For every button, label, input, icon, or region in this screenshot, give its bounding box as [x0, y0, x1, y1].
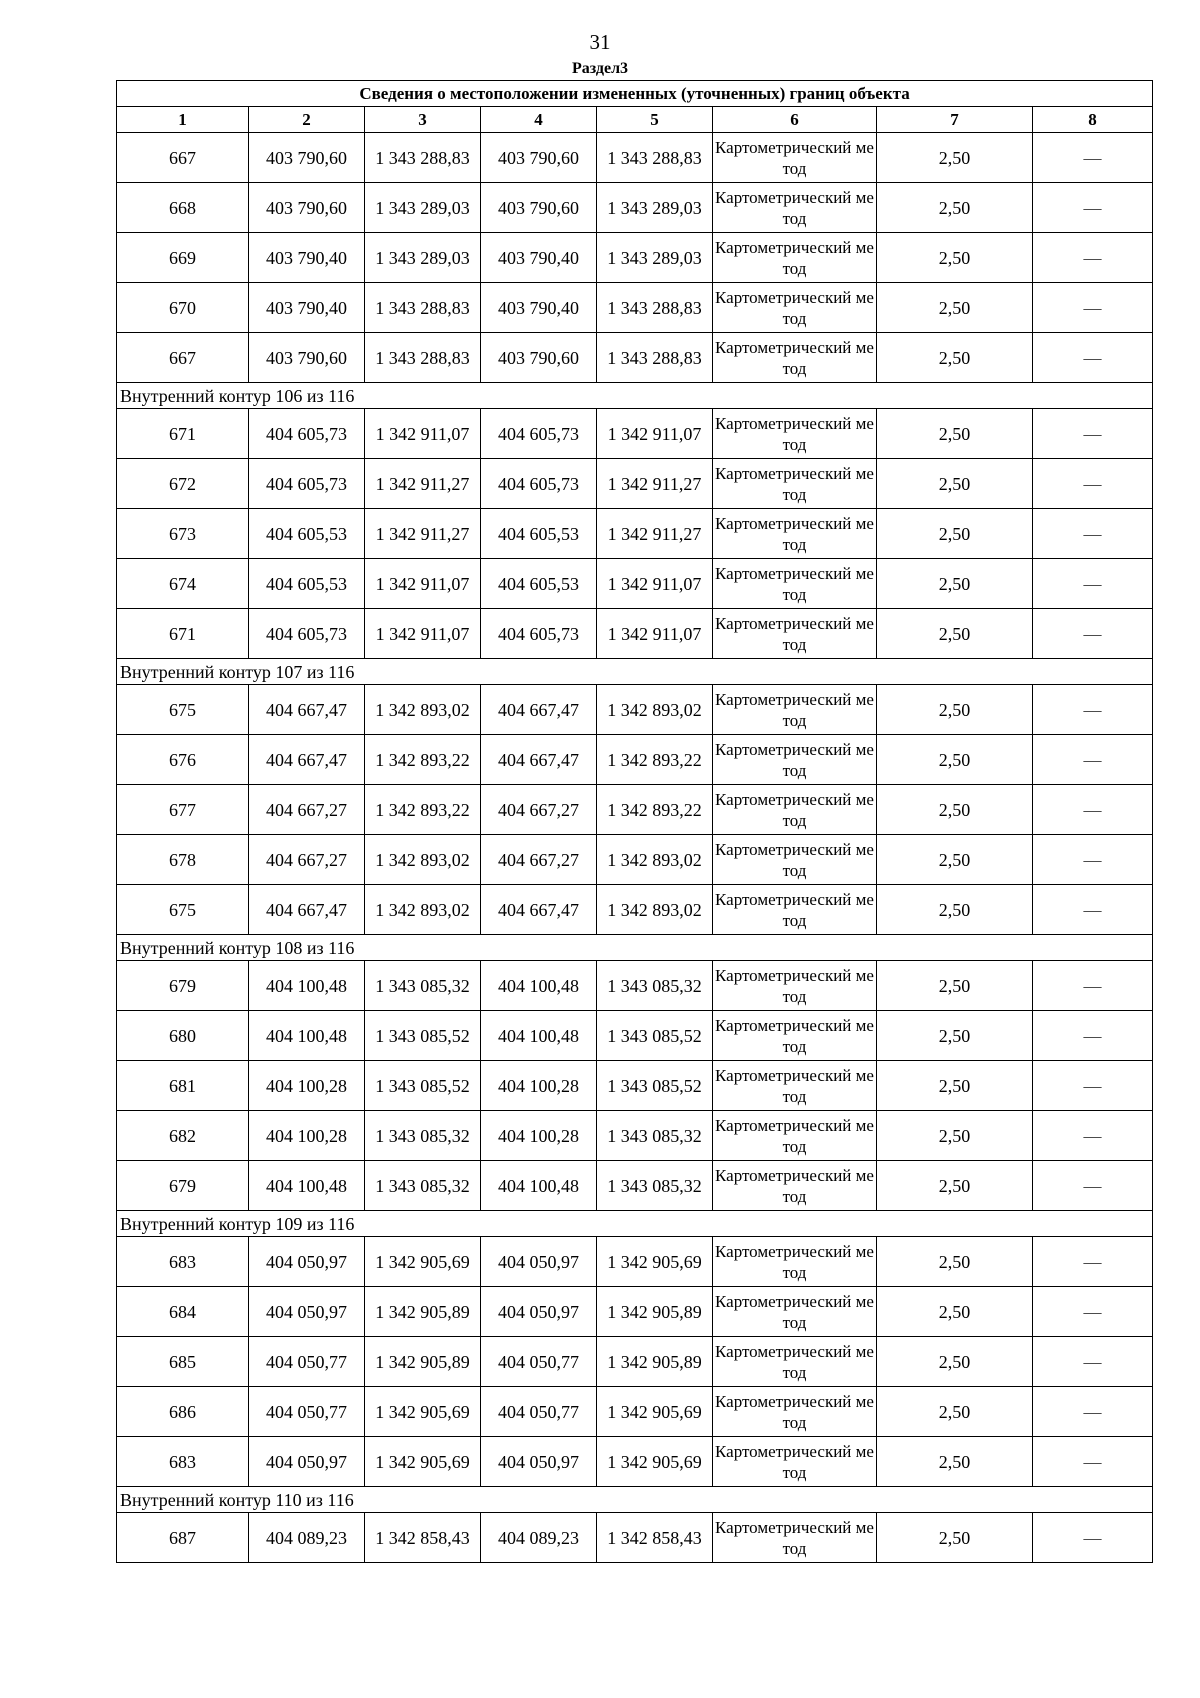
coord-x-new: 404 050,97 — [481, 1237, 597, 1287]
contour-heading-row — [117, 383, 1153, 409]
accuracy-cell: 2,50 — [877, 409, 1033, 459]
coord-x-existing: 404 667,47 — [249, 885, 365, 935]
page-number: 31 — [589, 30, 611, 54]
point-number: 668 — [117, 183, 249, 233]
coord-x-existing: 404 605,73 — [249, 409, 365, 459]
point-number: 683 — [117, 1237, 249, 1287]
coord-x-existing: 403 790,40 — [249, 283, 365, 333]
coord-x-new: 403 790,60 — [481, 183, 597, 233]
column-number: 7 — [877, 107, 1033, 133]
note-cell: — — [1033, 1513, 1153, 1563]
accuracy-cell: 2,50 — [877, 133, 1033, 183]
table-row — [117, 283, 1153, 333]
coord-y-existing: 1 342 893,22 — [365, 785, 481, 835]
table-row — [117, 1237, 1153, 1287]
coord-x-new: 404 050,97 — [481, 1287, 597, 1337]
coord-y-existing: 1 343 085,32 — [365, 961, 481, 1011]
note-cell: — — [1033, 333, 1153, 383]
coord-y-existing: 1 342 911,27 — [365, 459, 481, 509]
table-row — [117, 183, 1153, 233]
note-cell: — — [1033, 735, 1153, 785]
point-number: 676 — [117, 735, 249, 785]
table-row — [117, 685, 1153, 735]
point-number: 673 — [117, 509, 249, 559]
coord-x-new: 404 050,77 — [481, 1337, 597, 1387]
method-cell: Картометрический метод — [713, 1061, 877, 1111]
coord-y-existing: 1 342 893,02 — [365, 885, 481, 935]
point-number: 671 — [117, 609, 249, 659]
coord-x-existing: 404 605,53 — [249, 559, 365, 609]
note-cell: — — [1033, 685, 1153, 735]
method-cell: Картометрический метод — [713, 1337, 877, 1387]
coord-y-new: 1 342 893,22 — [597, 785, 713, 835]
point-number: 682 — [117, 1111, 249, 1161]
coord-x-existing: 403 790,40 — [249, 233, 365, 283]
coord-x-existing: 404 100,48 — [249, 1011, 365, 1061]
point-number: 667 — [117, 133, 249, 183]
table-row — [117, 459, 1153, 509]
table-row — [117, 1111, 1153, 1161]
coord-y-existing: 1 342 905,69 — [365, 1437, 481, 1487]
point-number: 678 — [117, 835, 249, 885]
coord-y-new: 1 343 085,32 — [597, 961, 713, 1011]
point-number: 680 — [117, 1011, 249, 1061]
coord-y-new: 1 342 893,02 — [597, 885, 713, 935]
accuracy-cell: 2,50 — [877, 333, 1033, 383]
coord-y-existing: 1 343 085,52 — [365, 1061, 481, 1111]
coord-x-existing: 404 667,27 — [249, 835, 365, 885]
point-number: 670 — [117, 283, 249, 333]
method-cell: Картометрический метод — [713, 1387, 877, 1437]
point-number: 675 — [117, 885, 249, 935]
contour-heading-row — [117, 935, 1153, 961]
note-cell: — — [1033, 1237, 1153, 1287]
coord-y-new: 1 343 288,83 — [597, 133, 713, 183]
accuracy-cell: 2,50 — [877, 1387, 1033, 1437]
method-cell: Картометрический метод — [713, 685, 877, 735]
coord-x-new: 403 790,40 — [481, 283, 597, 333]
note-cell: — — [1033, 961, 1153, 1011]
table-row — [117, 785, 1153, 835]
table-row — [117, 1387, 1153, 1437]
accuracy-cell: 2,50 — [877, 283, 1033, 333]
table-row — [117, 735, 1153, 785]
note-cell: — — [1033, 835, 1153, 885]
column-number-row — [117, 107, 1153, 133]
column-number: 3 — [365, 107, 481, 133]
coord-x-existing: 404 089,23 — [249, 1513, 365, 1563]
point-number: 679 — [117, 1161, 249, 1211]
coord-x-new: 403 790,40 — [481, 233, 597, 283]
accuracy-cell: 2,50 — [877, 1237, 1033, 1287]
contour-heading: Внутренний контур 108 из 116 — [117, 935, 1153, 961]
coord-y-existing: 1 343 288,83 — [365, 133, 481, 183]
accuracy-cell: 2,50 — [877, 459, 1033, 509]
point-number: 677 — [117, 785, 249, 835]
point-number: 669 — [117, 233, 249, 283]
coord-y-existing: 1 342 911,07 — [365, 609, 481, 659]
method-cell: Картометрический метод — [713, 1513, 877, 1563]
note-cell: — — [1033, 509, 1153, 559]
coord-x-existing: 404 605,53 — [249, 509, 365, 559]
note-cell: — — [1033, 609, 1153, 659]
coord-y-new: 1 343 288,83 — [597, 283, 713, 333]
table-row — [117, 885, 1153, 935]
coord-x-existing: 404 050,97 — [249, 1437, 365, 1487]
coord-x-existing: 403 790,60 — [249, 333, 365, 383]
method-cell: Картометрический метод — [713, 133, 877, 183]
coord-y-existing: 1 342 911,07 — [365, 409, 481, 459]
coord-x-new: 404 089,23 — [481, 1513, 597, 1563]
coord-x-existing: 404 667,47 — [249, 685, 365, 735]
coord-y-new: 1 342 905,89 — [597, 1287, 713, 1337]
accuracy-cell: 2,50 — [877, 1061, 1033, 1111]
coord-x-new: 404 605,73 — [481, 409, 597, 459]
coord-x-new: 403 790,60 — [481, 333, 597, 383]
coord-x-existing: 403 790,60 — [249, 183, 365, 233]
table-caption: Сведения о местоположении измененных (уточненных) границ объекта — [117, 81, 1153, 107]
coord-y-new: 1 343 085,32 — [597, 1111, 713, 1161]
coord-y-new: 1 342 905,69 — [597, 1387, 713, 1437]
method-cell: Картометрический метод — [713, 735, 877, 785]
accuracy-cell: 2,50 — [877, 961, 1033, 1011]
accuracy-cell: 2,50 — [877, 1161, 1033, 1211]
coord-y-new: 1 342 893,02 — [597, 835, 713, 885]
note-cell: — — [1033, 183, 1153, 233]
coord-x-new: 404 100,48 — [481, 1161, 597, 1211]
method-cell: Картометрический метод — [713, 333, 877, 383]
coord-y-new: 1 342 911,07 — [597, 609, 713, 659]
note-cell: — — [1033, 1011, 1153, 1061]
coord-x-new: 404 100,28 — [481, 1111, 597, 1161]
method-cell: Картометрический метод — [713, 961, 877, 1011]
coord-y-existing: 1 343 085,32 — [365, 1111, 481, 1161]
accuracy-cell: 2,50 — [877, 735, 1033, 785]
coord-x-new: 404 605,53 — [481, 559, 597, 609]
accuracy-cell: 2,50 — [877, 183, 1033, 233]
coord-y-new: 1 342 905,69 — [597, 1237, 713, 1287]
coord-x-new: 404 100,48 — [481, 1011, 597, 1061]
coord-y-existing: 1 342 911,07 — [365, 559, 481, 609]
coord-x-existing: 404 050,77 — [249, 1387, 365, 1437]
coord-x-existing: 404 050,97 — [249, 1237, 365, 1287]
note-cell: — — [1033, 1437, 1153, 1487]
coord-x-new: 404 667,27 — [481, 835, 597, 885]
coord-y-new: 1 342 905,69 — [597, 1437, 713, 1487]
coord-x-new: 404 605,73 — [481, 459, 597, 509]
method-cell: Картометрический метод — [713, 1011, 877, 1061]
coord-y-existing: 1 342 893,02 — [365, 835, 481, 885]
coord-y-existing: 1 343 289,03 — [365, 183, 481, 233]
method-cell: Картометрический метод — [713, 885, 877, 935]
method-cell: Картометрический метод — [713, 1237, 877, 1287]
point-number: 681 — [117, 1061, 249, 1111]
table-row — [117, 1337, 1153, 1387]
coord-x-new: 404 050,77 — [481, 1387, 597, 1437]
column-number: 5 — [597, 107, 713, 133]
coord-y-new: 1 342 893,02 — [597, 685, 713, 735]
coord-x-existing: 404 605,73 — [249, 609, 365, 659]
table-row — [117, 835, 1153, 885]
coord-x-existing: 404 100,28 — [249, 1111, 365, 1161]
coord-x-existing: 404 667,27 — [249, 785, 365, 835]
point-number: 667 — [117, 333, 249, 383]
coord-x-new: 404 605,53 — [481, 509, 597, 559]
table-row — [117, 333, 1153, 383]
table-row — [117, 133, 1153, 183]
point-number: 671 — [117, 409, 249, 459]
coord-y-existing: 1 342 858,43 — [365, 1513, 481, 1563]
method-cell: Картометрический метод — [713, 559, 877, 609]
note-cell: — — [1033, 1287, 1153, 1337]
accuracy-cell: 2,50 — [877, 1337, 1033, 1387]
table-caption-row — [117, 81, 1153, 107]
accuracy-cell: 2,50 — [877, 1011, 1033, 1061]
column-number: 2 — [249, 107, 365, 133]
coord-x-new: 404 667,27 — [481, 785, 597, 835]
coord-y-existing: 1 342 893,22 — [365, 735, 481, 785]
coord-x-new: 404 050,97 — [481, 1437, 597, 1487]
coord-x-new: 404 100,48 — [481, 961, 597, 1011]
point-number: 686 — [117, 1387, 249, 1437]
coord-y-existing: 1 342 893,02 — [365, 685, 481, 735]
note-cell: — — [1033, 409, 1153, 459]
accuracy-cell: 2,50 — [877, 1111, 1033, 1161]
coord-x-new: 403 790,60 — [481, 133, 597, 183]
contour-heading: Внутренний контур 110 из 116 — [117, 1487, 1153, 1513]
table-row — [117, 559, 1153, 609]
accuracy-cell: 2,50 — [877, 1437, 1033, 1487]
coord-x-existing: 404 100,48 — [249, 1161, 365, 1211]
accuracy-cell: 2,50 — [877, 785, 1033, 835]
accuracy-cell: 2,50 — [877, 885, 1033, 935]
method-cell: Картометрический метод — [713, 1161, 877, 1211]
table-row — [117, 1287, 1153, 1337]
coord-y-existing: 1 343 288,83 — [365, 283, 481, 333]
note-cell: — — [1033, 1161, 1153, 1211]
note-cell: — — [1033, 885, 1153, 935]
coord-y-new: 1 342 893,22 — [597, 735, 713, 785]
coord-x-existing: 404 605,73 — [249, 459, 365, 509]
coord-x-new: 404 605,73 — [481, 609, 597, 659]
method-cell: Картометрический метод — [713, 409, 877, 459]
note-cell: — — [1033, 459, 1153, 509]
coord-x-new: 404 667,47 — [481, 885, 597, 935]
coord-y-new: 1 343 085,52 — [597, 1011, 713, 1061]
table-row — [117, 1513, 1153, 1563]
point-number: 675 — [117, 685, 249, 735]
note-cell: — — [1033, 1061, 1153, 1111]
coord-y-new: 1 343 289,03 — [597, 233, 713, 283]
note-cell: — — [1033, 1337, 1153, 1387]
coord-x-existing: 404 050,97 — [249, 1287, 365, 1337]
coordinates-table — [116, 80, 1153, 1563]
note-cell: — — [1033, 133, 1153, 183]
contour-heading-row — [117, 659, 1153, 685]
table-row — [117, 1437, 1153, 1487]
coord-y-new: 1 342 858,43 — [597, 1513, 713, 1563]
coord-y-existing: 1 342 905,89 — [365, 1337, 481, 1387]
point-number: 685 — [117, 1337, 249, 1387]
note-cell: — — [1033, 233, 1153, 283]
method-cell: Картометрический метод — [713, 459, 877, 509]
note-cell: — — [1033, 785, 1153, 835]
contour-heading-row — [117, 1487, 1153, 1513]
coord-y-new: 1 342 911,07 — [597, 559, 713, 609]
method-cell: Картометрический метод — [713, 835, 877, 885]
point-number: 674 — [117, 559, 249, 609]
column-number: 8 — [1033, 107, 1153, 133]
method-cell: Картометрический метод — [713, 1437, 877, 1487]
accuracy-cell: 2,50 — [877, 685, 1033, 735]
accuracy-cell: 2,50 — [877, 233, 1033, 283]
coord-x-new: 404 100,28 — [481, 1061, 597, 1111]
coord-y-new: 1 342 911,07 — [597, 409, 713, 459]
accuracy-cell: 2,50 — [877, 1287, 1033, 1337]
point-number: 672 — [117, 459, 249, 509]
note-cell: — — [1033, 1387, 1153, 1437]
point-number: 684 — [117, 1287, 249, 1337]
table-row — [117, 961, 1153, 1011]
note-cell: — — [1033, 559, 1153, 609]
table-row — [117, 1061, 1153, 1111]
coord-y-new: 1 342 911,27 — [597, 459, 713, 509]
column-number: 1 — [117, 107, 249, 133]
coord-y-new: 1 342 911,27 — [597, 509, 713, 559]
table-row — [117, 1011, 1153, 1061]
coord-y-new: 1 343 288,83 — [597, 333, 713, 383]
contour-heading-row — [117, 1211, 1153, 1237]
accuracy-cell: 2,50 — [877, 1513, 1033, 1563]
note-cell: — — [1033, 283, 1153, 333]
contour-heading: Внутренний контур 107 из 116 — [117, 659, 1153, 685]
column-number: 6 — [713, 107, 877, 133]
point-number: 679 — [117, 961, 249, 1011]
coord-y-existing: 1 343 289,03 — [365, 233, 481, 283]
table-row — [117, 233, 1153, 283]
note-cell: — — [1033, 1111, 1153, 1161]
coord-y-existing: 1 343 085,52 — [365, 1011, 481, 1061]
section-title: Раздел3 — [571, 60, 629, 77]
contour-heading: Внутренний контур 106 из 116 — [117, 383, 1153, 409]
coord-x-existing: 404 667,47 — [249, 735, 365, 785]
method-cell: Картометрический метод — [713, 509, 877, 559]
coord-y-new: 1 343 289,03 — [597, 183, 713, 233]
coord-y-existing: 1 342 911,27 — [365, 509, 481, 559]
method-cell: Картометрический метод — [713, 183, 877, 233]
table-row — [117, 609, 1153, 659]
coord-y-existing: 1 342 905,89 — [365, 1287, 481, 1337]
method-cell: Картометрический метод — [713, 283, 877, 333]
accuracy-cell: 2,50 — [877, 609, 1033, 659]
coord-y-existing: 1 342 905,69 — [365, 1387, 481, 1437]
coord-x-existing: 404 100,28 — [249, 1061, 365, 1111]
coord-x-new: 404 667,47 — [481, 685, 597, 735]
accuracy-cell: 2,50 — [877, 509, 1033, 559]
coord-y-existing: 1 343 288,83 — [365, 333, 481, 383]
point-number: 683 — [117, 1437, 249, 1487]
coord-y-existing: 1 342 905,69 — [365, 1237, 481, 1287]
point-number: 687 — [117, 1513, 249, 1563]
coord-y-new: 1 342 905,89 — [597, 1337, 713, 1387]
contour-heading: Внутренний контур 109 из 116 — [117, 1211, 1153, 1237]
coord-x-new: 404 667,47 — [481, 735, 597, 785]
column-number: 4 — [481, 107, 597, 133]
method-cell: Картометрический метод — [713, 609, 877, 659]
method-cell: Картометрический метод — [713, 785, 877, 835]
method-cell: Картометрический метод — [713, 1111, 877, 1161]
accuracy-cell: 2,50 — [877, 835, 1033, 885]
coord-y-new: 1 343 085,52 — [597, 1061, 713, 1111]
coord-y-existing: 1 343 085,32 — [365, 1161, 481, 1211]
coord-x-existing: 404 100,48 — [249, 961, 365, 1011]
table-row — [117, 509, 1153, 559]
method-cell: Картометрический метод — [713, 233, 877, 283]
coord-x-existing: 404 050,77 — [249, 1337, 365, 1387]
accuracy-cell: 2,50 — [877, 559, 1033, 609]
table-row — [117, 1161, 1153, 1211]
method-cell: Картометрический метод — [713, 1287, 877, 1337]
coord-x-existing: 403 790,60 — [249, 133, 365, 183]
table-row — [117, 409, 1153, 459]
coord-y-new: 1 343 085,32 — [597, 1161, 713, 1211]
